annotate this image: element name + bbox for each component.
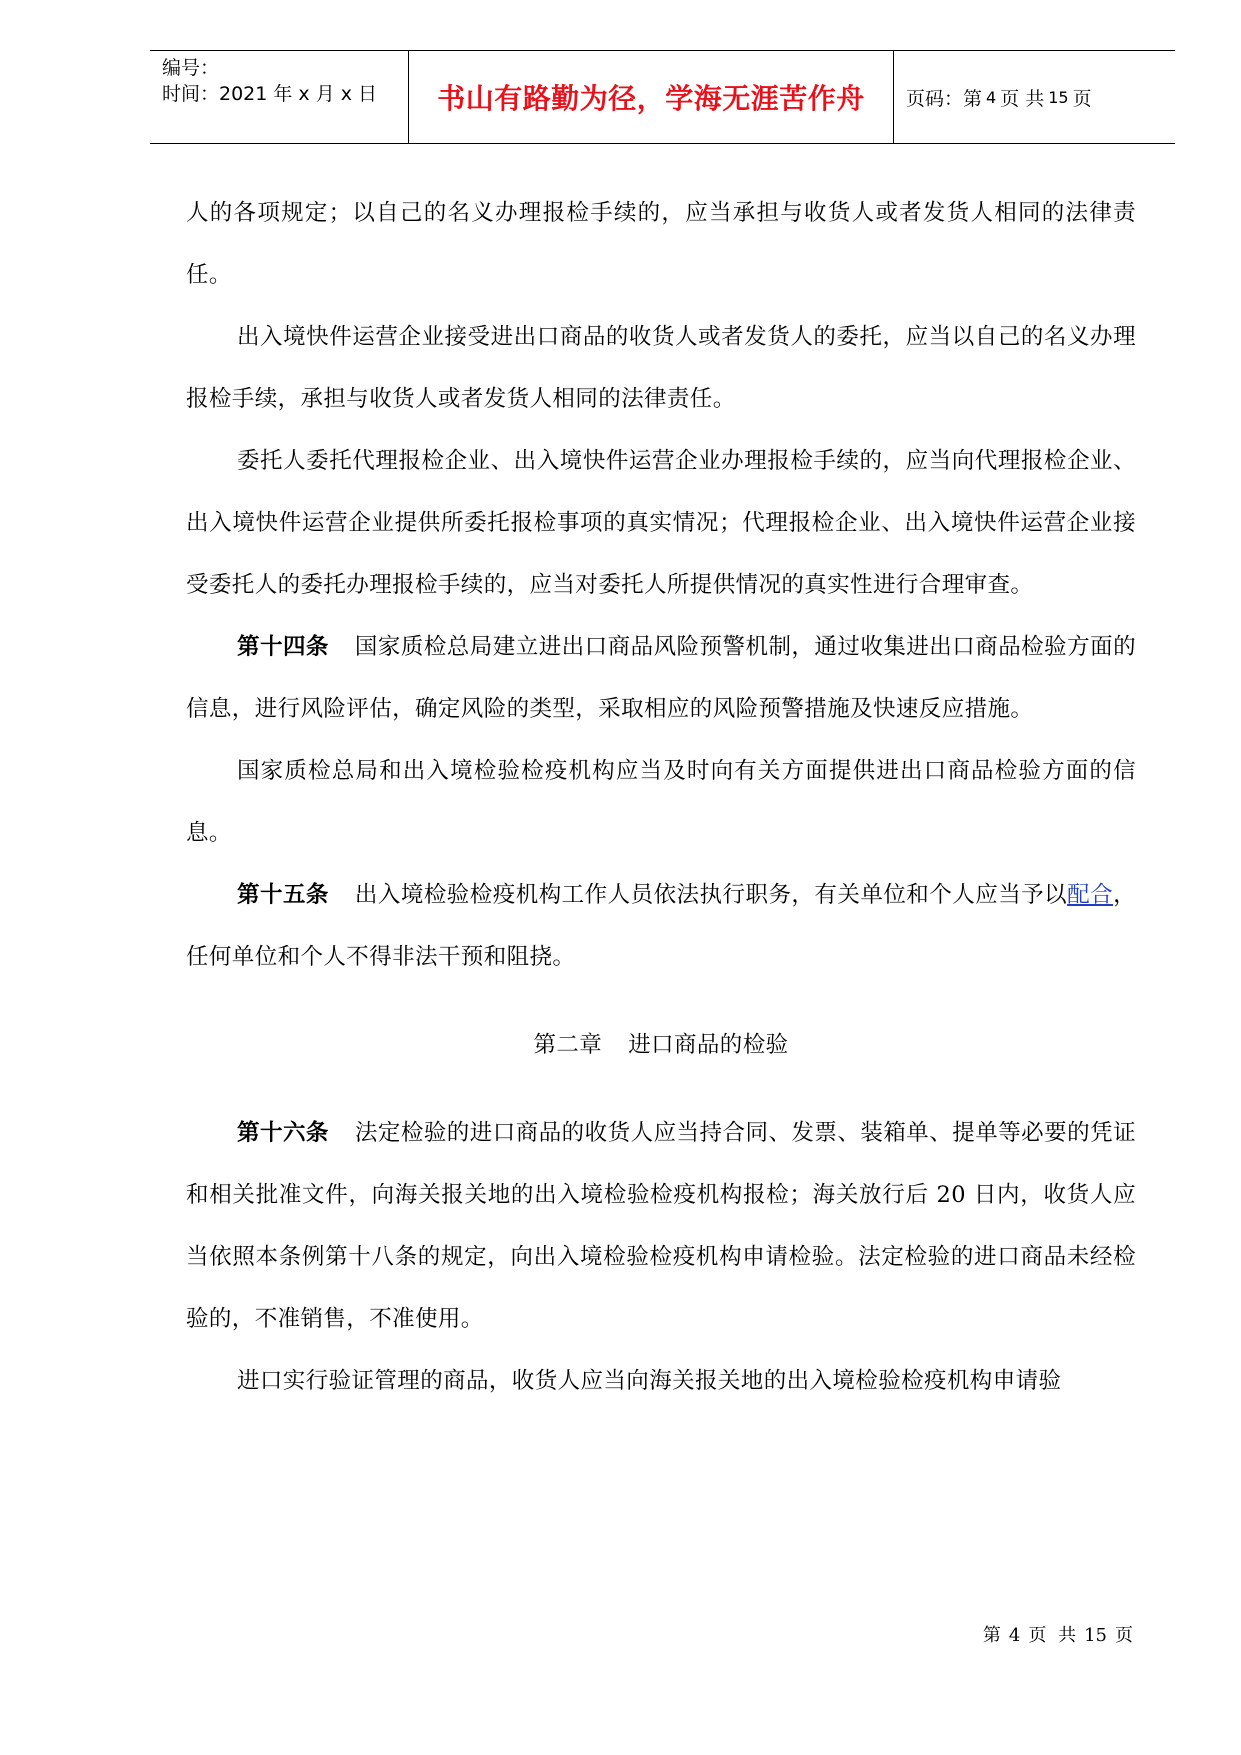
paragraph-verification: 进口实行验证管理的商品，收货人应当向海关报关地的出入境检验检疫机构申请验 xyxy=(237,1368,1062,1394)
article-14-text: 国家质检总局建立进出口商品风险预警机制，通过收集进出口商品检验方面的信息，进行风险评估，确定风险的类型，采取相应的风险预警措施及快速反应措施。 xyxy=(186,634,1136,722)
footer-suffix: 页 xyxy=(1115,1625,1133,1646)
cooperation-link[interactable]: 配合 xyxy=(1067,882,1114,908)
header-page-prefix: 页码：第 xyxy=(906,87,983,110)
paragraph-entrustment: 委托人委托代理报检企业、出入境快件运营企业办理报检手续的，应当向代理报检企业、出入境快件运营企业提供所委托报检事项的真实情况；代理报检企业、出入境快件运营企业接受委托人的委托办理报检手续的，应当对委托人所提供情况的真实性进行合理审查。 xyxy=(186,448,1136,598)
footer-prefix: 第 xyxy=(982,1625,1001,1646)
article-15-text-a: 出入境检验检疫机构工作人员依法执行职务，有关单位和个人应当予以 xyxy=(354,882,1068,908)
header-page-indicator xyxy=(894,51,1175,143)
article-15 xyxy=(186,864,1136,988)
serial-number-label: 编号： xyxy=(162,57,220,79)
article-16-text: 法定检验的进口商品的收货人应当持合同、发票、装箱单、提单等必要的凭证和相关批准文件，向海关报关地的出入境检验检疫机构报检；海关放行后 20 日内，收货人应当依照本条例第十八条的规定，向出入境检验检疫机构申请检验。法定检验的进口商品未经检验的，不准销售，不准使用。 xyxy=(186,1120,1136,1332)
header-motto: 书山有路勤为径，学海无涯苦作舟 xyxy=(409,51,894,143)
article-14-number: 第十四条 xyxy=(237,634,329,660)
footer-current-page: 4 xyxy=(1008,1625,1021,1646)
paragraph-express-enterprise: 出入境快件运营企业接受进出口商品的收货人或者发货人的委托，应当以自己的名义办理报检手续，承担与收货人或者发货人相同的法律责任。 xyxy=(186,324,1136,412)
footer-mid: 页 共 xyxy=(1028,1625,1077,1646)
header-page-total: 15 xyxy=(1048,87,1069,107)
header-page-mid: 页 共 xyxy=(1000,87,1045,110)
header-page-suffix: 页 xyxy=(1072,87,1092,110)
paragraph-continued: 人的各项规定；以自己的名义办理报检手续的，应当承担与收货人或者发货人相同的法律责任。 xyxy=(186,200,1136,288)
header-page-current: 4 xyxy=(986,87,997,107)
chapter-title: 进口商品的检验 xyxy=(628,1032,789,1058)
article-14 xyxy=(186,616,1136,740)
header-meta xyxy=(150,51,409,143)
page-footer xyxy=(979,1621,1137,1647)
chapter-heading xyxy=(186,1014,1136,1076)
article-16 xyxy=(186,1102,1136,1350)
document-body xyxy=(186,182,1136,1412)
chapter-number: 第二章 xyxy=(533,1032,603,1058)
date-label: 时间：2021 年 x 月 x 日 xyxy=(162,83,378,105)
footer-total-pages: 15 xyxy=(1084,1625,1107,1646)
paragraph-information-provision: 国家质检总局和出入境检验检疫机构应当及时向有关方面提供进出口商品检验方面的信息。 xyxy=(186,758,1136,846)
article-15-number: 第十五条 xyxy=(237,882,329,908)
page-header xyxy=(150,50,1175,144)
article-16-number: 第十六条 xyxy=(237,1120,329,1146)
article-15-text-b: ，任何单位和个人不得非法干预和阻挠。 xyxy=(186,882,1136,970)
